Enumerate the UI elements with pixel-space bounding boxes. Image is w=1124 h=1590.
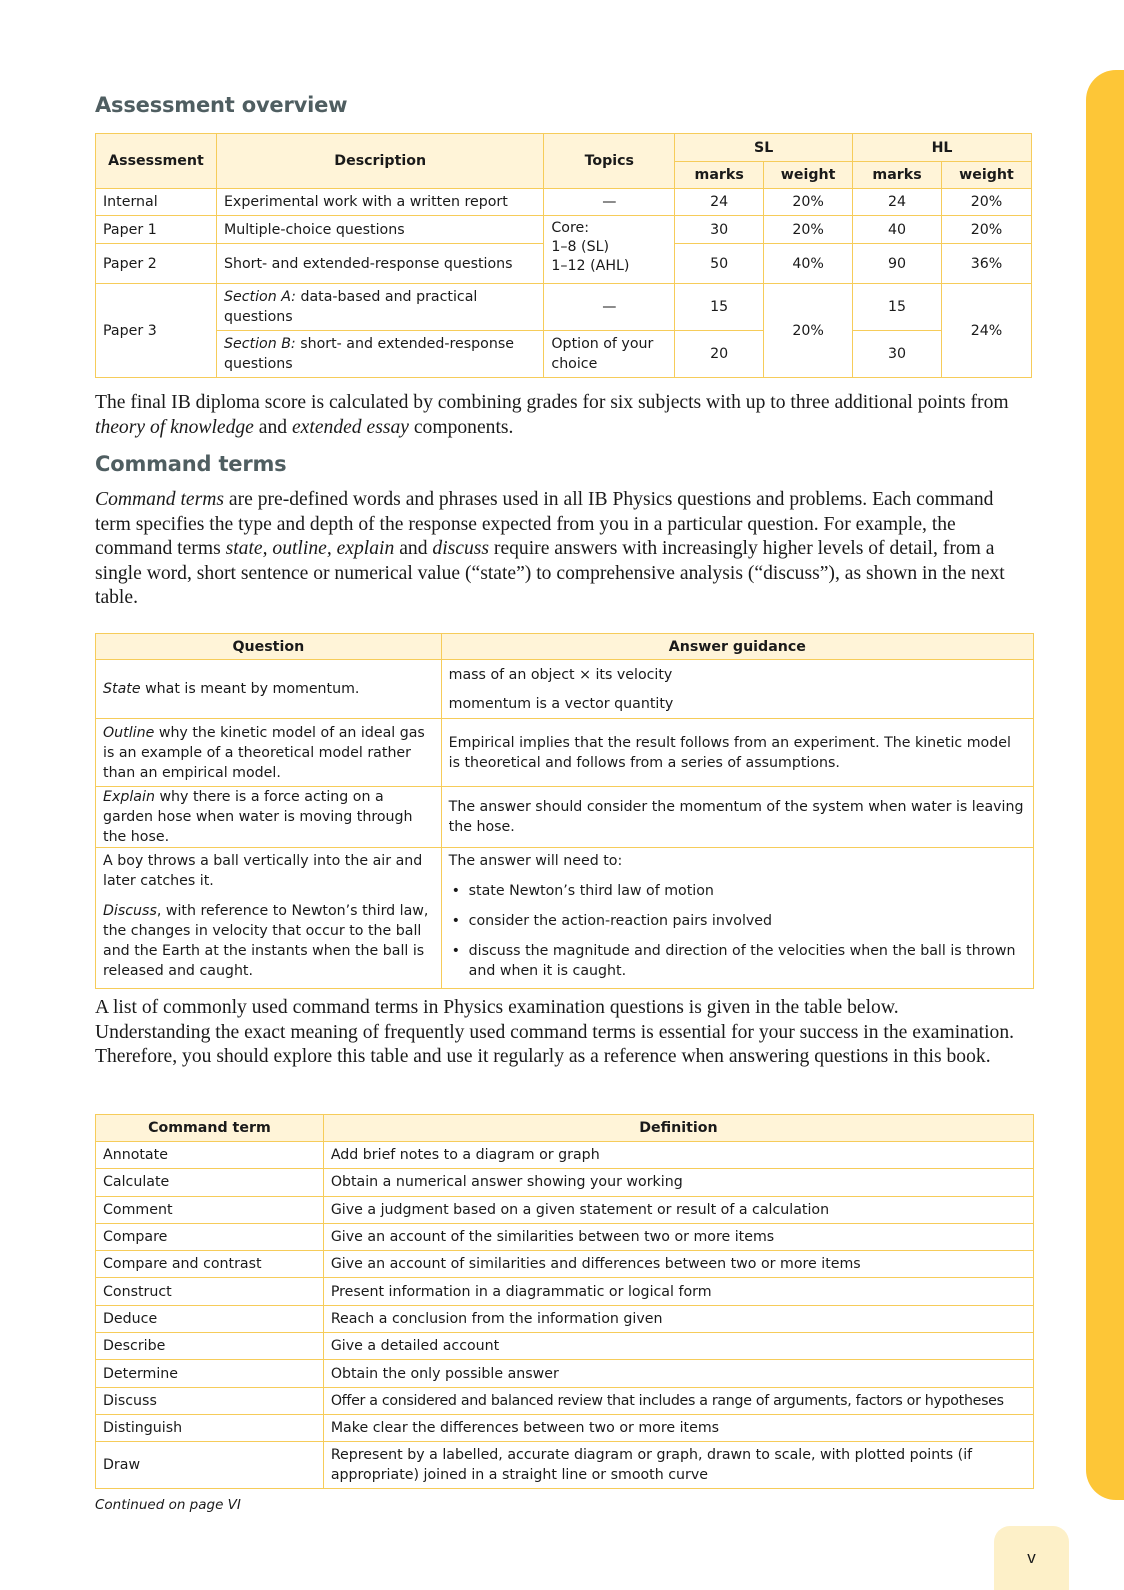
table-row	[96, 1169, 1034, 1196]
table-row	[96, 660, 1034, 691]
section-a-label: Section A:	[223, 289, 296, 305]
definition-cell: Give an account of similarities and differences between two or more items	[323, 1251, 1033, 1278]
term-cell: Annotate	[96, 1142, 324, 1169]
text-em: discuss	[432, 538, 490, 560]
definition-cell: Obtain the only possible answer	[323, 1360, 1033, 1387]
cell: Paper 2	[96, 244, 217, 284]
table-row	[96, 189, 1032, 216]
section-b-desc: short- and extended-response questions	[223, 336, 514, 372]
table-row	[96, 1142, 1034, 1169]
text: The answer will need to:	[448, 853, 623, 869]
question-cell	[96, 848, 442, 989]
table-row	[96, 1414, 1034, 1441]
cell: 20%	[764, 189, 853, 216]
list-item: • discuss the magnitude and direction of the velocities when the ball is thrown and when it is caught.	[469, 941, 1026, 981]
text: , with reference to Newton’s third law, the changes in velocity that occur to the ball and the Earth at the instants when the ball is released and caught.	[103, 903, 429, 979]
table-row	[96, 1251, 1034, 1278]
table-row	[96, 284, 1032, 331]
answer-bullet-list	[449, 881, 1026, 981]
answer-cell: momentum is a vector quantity	[441, 690, 1033, 719]
text-em: extended essay	[291, 416, 409, 438]
table-row	[96, 1223, 1034, 1250]
col-hl-weight: weight	[941, 162, 1031, 189]
cell: 20	[675, 331, 764, 378]
cell: 40%	[764, 244, 853, 284]
table-row	[96, 1442, 1034, 1489]
cell: 36%	[941, 244, 1031, 284]
cell: 40	[853, 216, 942, 244]
term-cell: Calculate	[96, 1169, 324, 1196]
question-cell	[96, 787, 442, 848]
section-b-label: Section B:	[223, 336, 296, 352]
answer-cell	[441, 848, 1033, 989]
text: are pre-defined words and phrases used in all IB Physics questions and problems. Each command term specifies the type and depth of the response expected from you in a particular question. For example, the command terms	[95, 489, 994, 560]
cell: 24	[675, 189, 764, 216]
term-cell: Determine	[96, 1360, 324, 1387]
term-cell: Distinguish	[96, 1414, 324, 1441]
term-cell: Deduce	[96, 1305, 324, 1332]
text: why there is a force acting on a garden hose when water is moving through the hose.	[103, 789, 413, 845]
cell: Experimental work with a written report	[216, 189, 543, 216]
definition-cell: Present information in a diagrammatic or logical form	[323, 1278, 1033, 1305]
command-term: State	[103, 681, 141, 697]
definition-cell: Add brief notes to a diagram or graph	[323, 1142, 1033, 1169]
definition-cell: Give a detailed account	[323, 1333, 1033, 1360]
table-row	[96, 1305, 1034, 1332]
col-answer-guidance: Answer guidance	[441, 634, 1033, 660]
cell: Multiple-choice questions	[216, 216, 543, 244]
cell: 30	[853, 331, 942, 378]
text: require answers with increasingly higher levels of detail, from a single word, short sentence or numerical value (“state”) to comprehensive analysis (“discuss”), as shown in the next table.	[95, 538, 1005, 609]
col-definition: Definition	[323, 1115, 1033, 1142]
topics-sl: 1–8 (SL)	[551, 239, 610, 255]
definition-cell: Obtain a numerical answer showing your working	[323, 1169, 1033, 1196]
cell: —	[544, 189, 675, 216]
assessment-heading: Assessment overview	[95, 93, 348, 117]
term-cell: Draw	[96, 1442, 324, 1489]
command-term: Explain	[103, 789, 155, 805]
text: and	[394, 538, 433, 560]
definition-cell: Give a judgment based on a given statement or result of a calculation	[323, 1196, 1033, 1223]
col-sl-weight: weight	[764, 162, 853, 189]
definition-cell: Make clear the differences between two or more items	[323, 1414, 1033, 1441]
cell: 90	[853, 244, 942, 284]
term-cell: Construct	[96, 1278, 324, 1305]
list-item: • state Newton’s third law of motion	[469, 881, 1026, 901]
text: The final IB diploma score is calculated by combining grades for six subjects with up to three additional points from	[95, 392, 1009, 413]
command-term: Outline	[103, 724, 155, 741]
definition-cell: Give an account of the similarities between two or more items	[323, 1223, 1033, 1250]
text: and	[253, 416, 292, 438]
cell: 15	[675, 284, 764, 331]
text-em: state, outline, explain	[225, 538, 395, 560]
command-terms-intro	[95, 488, 1015, 611]
col-hl: HL	[853, 134, 1032, 162]
cell: 24	[853, 189, 942, 216]
section-a-desc: data-based and practical questions	[223, 289, 478, 325]
table-row	[96, 216, 1032, 244]
section-a-cell	[216, 284, 543, 331]
answer-cell: The answer should consider the momentum of the system when water is leaving the hose.	[441, 787, 1033, 848]
topics-core: Core:	[551, 220, 590, 236]
discuss-question	[103, 901, 434, 981]
text: why the kinetic model of an ideal gas is an example of a theoretical model rather than an empirical model.	[103, 724, 425, 781]
answer-cell: Empirical implies that the result follows from an experiment. The kinetic model is theoretical and follows from a series of assumptions.	[441, 719, 1033, 787]
col-description: Description	[216, 134, 543, 189]
answer-cell: mass of an object × its velocity	[441, 660, 1033, 691]
cell: 20%	[941, 189, 1031, 216]
cell: Paper 3	[96, 284, 217, 378]
term-cell: Compare	[96, 1223, 324, 1250]
page-number: v	[994, 1526, 1069, 1590]
table-row	[96, 331, 1032, 378]
cell: 24%	[941, 284, 1031, 378]
table-row	[96, 848, 1034, 989]
col-topics: Topics	[544, 134, 675, 189]
table-row	[96, 1196, 1034, 1223]
cell: Paper 1	[96, 216, 217, 244]
table-row	[96, 719, 1034, 787]
section-b-cell	[216, 331, 543, 378]
term-cell: Describe	[96, 1333, 324, 1360]
final-score-paragraph	[95, 391, 1015, 440]
command-definitions-table	[95, 1114, 1034, 1489]
cell: 50	[675, 244, 764, 284]
text: components.	[408, 416, 514, 438]
col-assessment: Assessment	[96, 134, 217, 189]
table-row	[96, 787, 1034, 848]
command-list-intro: A list of commonly used command terms in Physics examination questions is given in the table below. Understanding the exact meaning of frequently used command terms is essential for your success in the examination. Therefore, you should explore this table and use it regularly as a reference when answering questions in this book.	[95, 997, 1015, 1068]
table-row	[96, 1360, 1034, 1387]
text-em: Command terms	[95, 489, 224, 510]
col-hl-marks: marks	[853, 162, 942, 189]
text: what is meant by momentum.	[140, 681, 360, 697]
col-command-term: Command term	[96, 1115, 324, 1142]
table-row	[96, 1387, 1034, 1414]
cell: —	[544, 284, 675, 331]
question-cell	[96, 719, 442, 787]
side-tab-decoration	[1086, 70, 1124, 1500]
list-item: • consider the action-reaction pairs involved	[469, 911, 1026, 931]
question-guidance-table	[95, 633, 1034, 989]
term-cell: Discuss	[96, 1387, 324, 1414]
cell: Option of your choice	[544, 331, 675, 378]
cell: 30	[675, 216, 764, 244]
continued-note: Continued on page VI	[95, 1497, 241, 1513]
definition-cell: Offer a considered and balanced review that includes a range of arguments, factors or hypotheses	[323, 1387, 1033, 1414]
cell: 20%	[764, 216, 853, 244]
core-topics-cell	[544, 216, 675, 284]
cell: 20%	[764, 284, 853, 378]
term-cell: Compare and contrast	[96, 1251, 324, 1278]
question-cell	[96, 660, 442, 719]
definition-cell: Reach a conclusion from the information given	[323, 1305, 1033, 1332]
command-terms-heading: Command terms	[95, 452, 287, 476]
assessment-table	[95, 133, 1032, 378]
col-sl: SL	[675, 134, 853, 162]
col-sl-marks: marks	[675, 162, 764, 189]
col-question: Question	[96, 634, 442, 660]
command-term: Discuss	[103, 903, 157, 919]
definition-cell: Represent by a labelled, accurate diagram or graph, drawn to scale, with plotted points (if appropriate) joined in a straight line or smooth curve	[323, 1442, 1033, 1489]
table-row	[96, 1333, 1034, 1360]
text: A boy throws a ball vertically into the air and later catches it.	[103, 853, 423, 889]
term-cell: Comment	[96, 1196, 324, 1223]
cell: 20%	[941, 216, 1031, 244]
cell: Short- and extended-response questions	[216, 244, 543, 284]
table-row	[96, 1278, 1034, 1305]
cell: Internal	[96, 189, 217, 216]
text-em: theory of knowledge	[95, 416, 254, 438]
cell: 15	[853, 284, 942, 331]
topics-ahl: 1–12 (AHL)	[551, 258, 630, 274]
